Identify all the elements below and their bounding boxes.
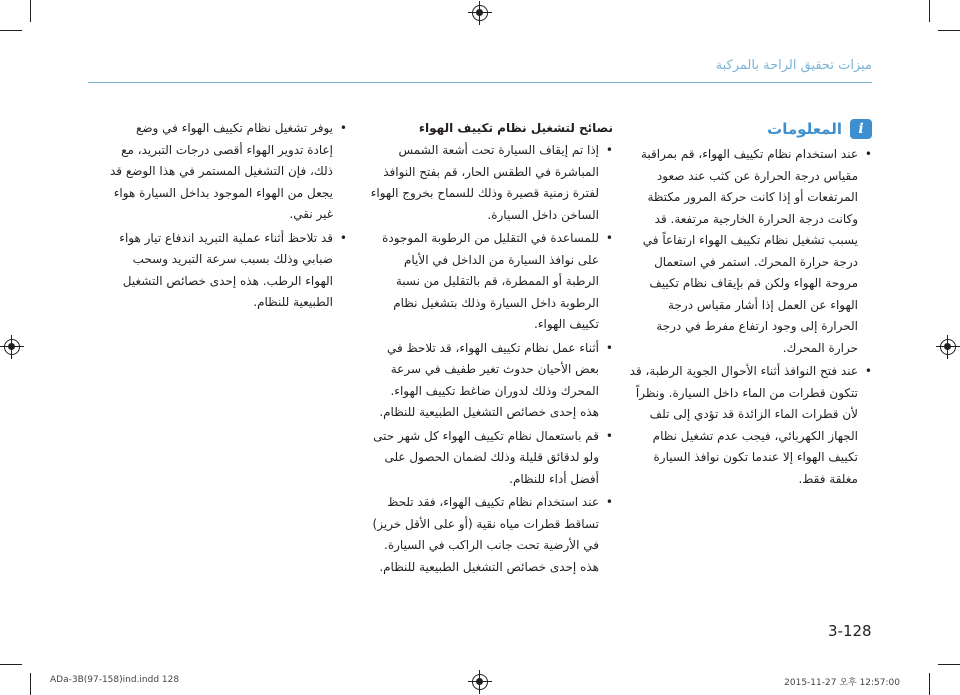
footer-timestamp: 2015-11-27 오후 12:57:00 (784, 678, 900, 688)
registration-mark-icon (940, 339, 956, 355)
crop-mark (938, 664, 960, 665)
crop-mark (929, 0, 930, 22)
list-item: • عند استخدام نظام تكييف الهواء، قم بمراقبة مقياس درجة الحرارة عن كثب عند صعود المرتفعات أو إذا كانت حركة المرور مكتظة وكانت درجة الحرارة الخارجية مرتفعة. قد يسبب تشغيل نظام تكييف الهواء ارتفاعاً في درجة حرارة المحرك. استمر في استعمال مروحة الهواء ولكن قم بإيقاف نظام تكييف الهواء عن العمل إذا أشار مقياس درجة الحرارة إلى وجود ارتفاع مفرط في درجة حرارة المحرك. (628, 144, 872, 359)
list-item: • إذا تم إيقاف السيارة تحت أشعة الشمس المباشرة في الطقس الحار، قم بفتح النوافذ لفترة زمنية قصيرة وذلك للسماح بخروج الهواء الساخن داخل السيارة. (369, 140, 613, 226)
header-divider (88, 82, 872, 83)
list-item: • أثناء عمل نظام تكييف الهواء، قد تلاحظ في بعض الأحيان حدوث تغير طفيف في سرعة المحرك وذلك لدوران ضاغط تكييف الهواء. هذه إحدى خصائص التشغيل الطبيعية للنظام. (369, 338, 613, 424)
crop-mark (938, 30, 960, 31)
list-item: • قد تلاحظ أثناء عملية التبريد اندفاع تيار هواء ضبابي وذلك بسبب سرعة التبريد وسحب الهواء الرطب. هذه إحدى خصائص التشغيل الطبيعية للنظام. (109, 228, 347, 314)
crop-mark (30, 673, 31, 695)
tips-title: نصائح لتشغيل نظام تكييف الهواء (418, 121, 613, 135)
list-item: • عند استخدام نظام تكييف الهواء، فقد تلحظ تساقط قطرات مياه نقية (أو على الأقل خريز) في الأرضية تحت جانب الراكب في السيارة. هذه إحدى خصائص التشغيل الطبيعية للنظام. (369, 492, 613, 578)
crop-mark (30, 0, 31, 22)
registration-mark-icon (472, 5, 488, 21)
info-icon: i (850, 119, 872, 139)
info-column (628, 118, 872, 492)
info-heading (628, 118, 872, 140)
list-item: • عند فتح النوافذ أثناء الأحوال الجوية الرطبة، قد تتكون قطرات من الماء داخل السيارة. ونظراً لأن قطرات الماء الزائدة قد تؤدي إلى تلف الجهاز الكهربائي، فيجب عدم تشغيل نظام تكييف الهواء إلا عندما تكون نوافذ السيارة مغلقة فقط. (628, 361, 872, 490)
crop-mark (929, 673, 930, 695)
crop-mark (0, 664, 22, 665)
registration-mark-icon (472, 674, 488, 690)
section-header-title: ميزات تحقيق الراحة بالمركبة (715, 58, 872, 73)
notes-column (109, 118, 347, 316)
footer-file-name: ADa-3B(97-158)ind.indd 128 (50, 675, 180, 685)
tips-list (369, 140, 613, 578)
list-item: • للمساعدة في التقليل من الرطوبة الموجودة على نوافذ السيارة من الداخل في الأيام الرطبة أو الممطرة، قم بالتقليل من نسبة الرطوبة داخل السيارة وذلك بتشغيل نظام تكييف الهواء. (369, 228, 613, 336)
info-heading-label: المعلومات (767, 120, 842, 138)
registration-mark-icon (4, 339, 20, 355)
info-list (628, 144, 872, 490)
crop-mark (0, 30, 22, 31)
list-item: • قم باستعمال نظام تكييف الهواء كل شهر حتى ولو لدقائق قليلة وذلك لضمان الحصول على أفضل أداء للنظام. (369, 426, 613, 491)
list-item: • يوفر تشغيل نظام تكييف الهواء في وضع إعادة تدوير الهواء أقصى درجات التبريد، مع ذلك، فإن التشغيل المستمر في هذا الوضع قد يجعل من الهواء الموجود بداخل السيارة هواء غير نقي. (109, 118, 347, 226)
tips-column (369, 118, 613, 580)
notes-list (109, 118, 347, 314)
page-number: 3-128 (828, 622, 872, 640)
